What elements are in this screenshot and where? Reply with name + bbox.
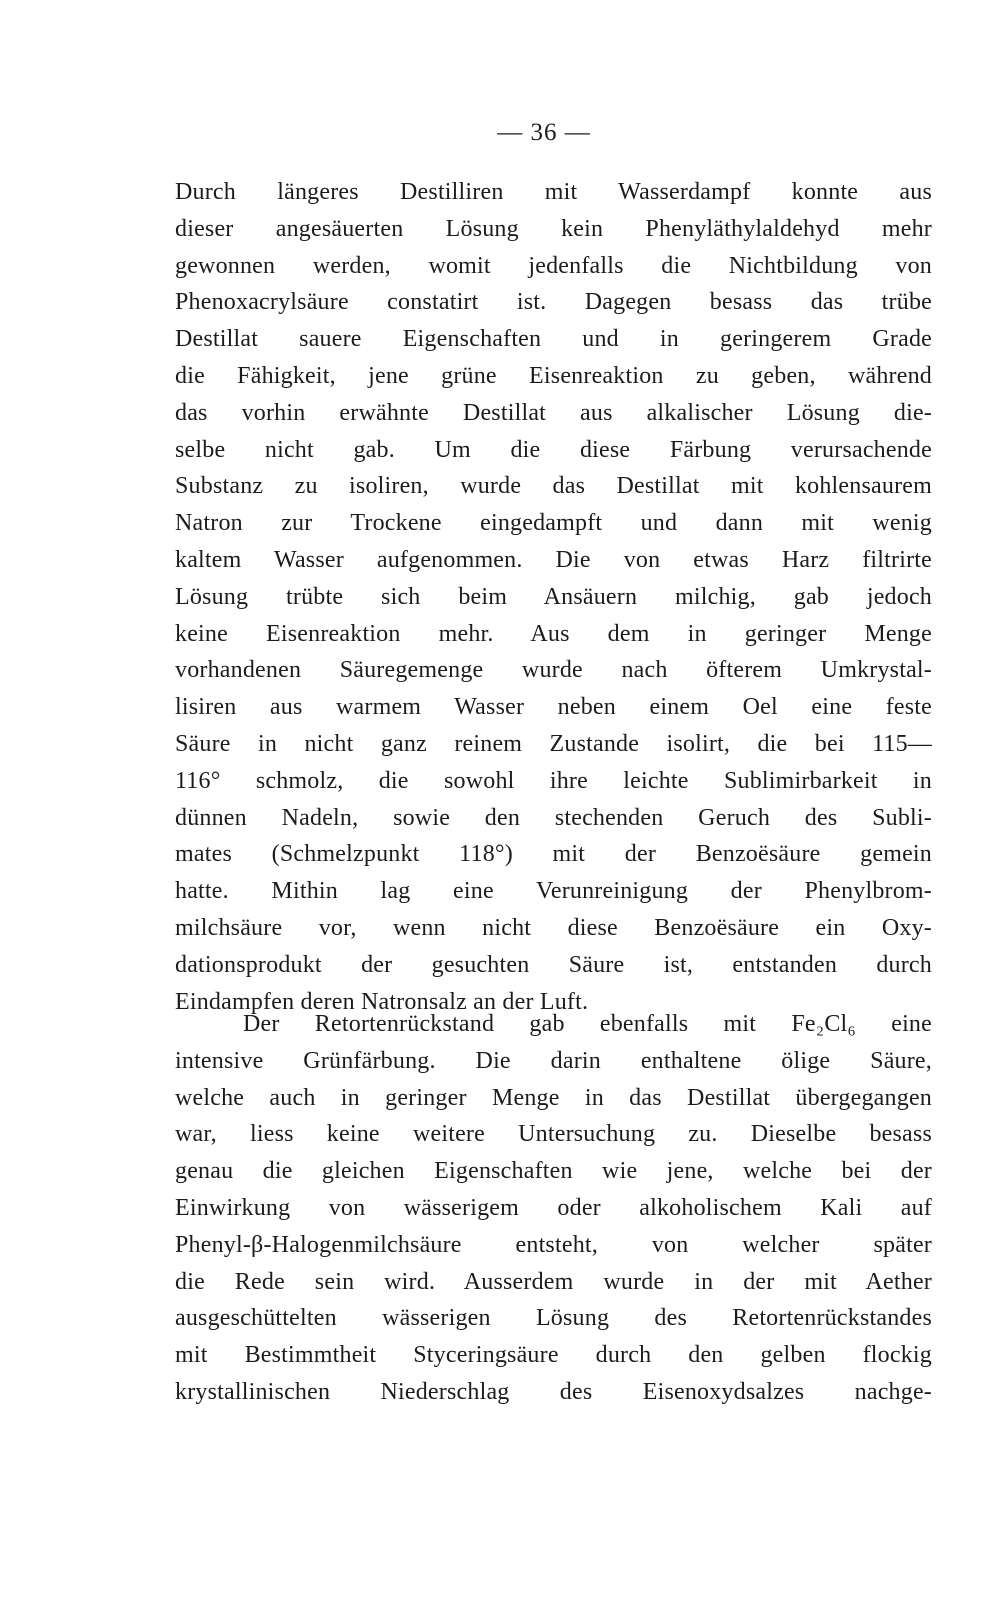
text-line: milchsäure vor, wenn nicht diese Benzoësäure ein Oxy- [175,914,932,941]
text-line: Phenoxacrylsäure constatirt ist. Dagegen besass das trübe [175,289,932,316]
text-line: dünnen Nadeln, sowie den stechenden Geruch des Subli- [175,804,932,831]
text-line: genau die gleichen Eigenschaften wie jene, welche bei der [175,1158,932,1185]
paragraph-2 [175,1006,932,1411]
text-line: 116° schmolz, die sowohl ihre leichte Sublimirbarkeit in [175,767,932,794]
text-line: krystallinischen Niederschlag des Eisenoxydsalzes nachge- [175,1378,932,1405]
text-line: dieser angesäuerten Lösung kein Phenyläthylaldehyd mehr [175,215,932,242]
text-line: mit Bestimmtheit Styceringsäure durch den gelben flockig [175,1342,932,1369]
text-line: lisiren aus warmem Wasser neben einem Oel eine feste [175,694,932,721]
paragraph-1 [175,174,932,1020]
text-line: Phenyl-β-Halogenmilchsäure entsteht, von welcher später [175,1231,932,1258]
text-line: keine Eisenreaktion mehr. Aus dem in geringer Menge [175,620,932,647]
text-line: hatte. Mithin lag eine Verunreinigung der Phenylbrom- [175,878,932,905]
text-line: das vorhin erwähnte Destillat aus alkalischer Lösung die- [175,399,932,426]
text-line: kaltem Wasser aufgenommen. Die von etwas Harz filtrirte [175,546,932,573]
text-line: welche auch in geringer Menge in das Destillat übergegangen [175,1084,932,1111]
text-line: Natron zur Trockene eingedampft und dann mit wenig [175,510,932,537]
text-line: die Rede sein wird. Ausserdem wurde in der mit Aether [175,1268,932,1295]
text-line: vorhandenen Säuregemenge wurde nach öfterem Umkrystal- [175,657,932,684]
text-line: ausgeschüttelten wässerigen Lösung des Retortenrückstandes [175,1305,932,1332]
text-line: Der Retortenrückstand gab ebenfalls mit Fe₂Cl₆ eine [243,1011,932,1037]
text-line: Säure in nicht ganz reinem Zustande isolirt, die bei 115— [175,730,932,757]
text-line: Lösung trübte sich beim Ansäuern milchig, gab jedoch [175,583,932,610]
text-line: Durch längeres Destilliren mit Wasserdampf konnte aus [175,179,932,205]
text-line: Eindampfen deren Natronsalz an der Luft. [175,988,589,1015]
text-line: Substanz zu isoliren, wurde das Destillat mit kohlensaurem [175,473,932,500]
text-line: Destillat sauere Eigenschaften und in geringerem Grade [175,326,932,353]
text-line: war, liess keine weitere Untersuchung zu. Dieselbe besass [175,1121,932,1148]
text-line: selbe nicht gab. Um die diese Färbung verursachende [175,436,932,463]
text-line: die Fähigkeit, jene grüne Eisenreaktion zu geben, während [175,362,932,389]
text-line: mates (Schmelzpunkt 118°) mit der Benzoësäure gemein [175,841,932,868]
text-line: dationsprodukt der gesuchten Säure ist, entstanden durch [175,951,932,978]
text-line: intensive Grünfärbung. Die darin enthaltene ölige Säure, [175,1047,932,1074]
page-number: — 36 — [497,119,591,146]
text-line: Einwirkung von wässerigem oder alkoholischem Kali auf [175,1194,932,1221]
text-line: gewonnen werden, womit jedenfalls die Nichtbildung von [175,252,932,279]
